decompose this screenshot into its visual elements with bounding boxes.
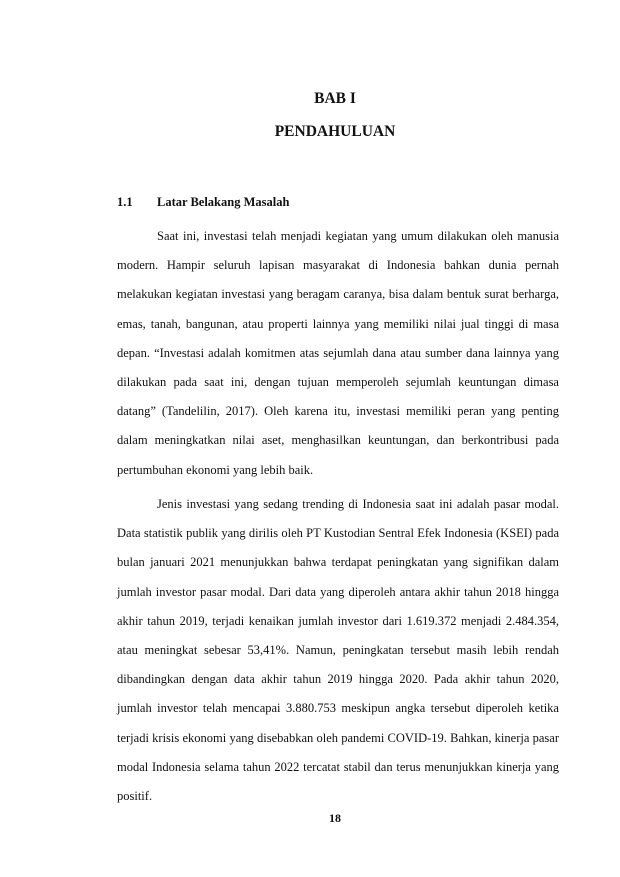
section-number: 1.1 (117, 195, 133, 209)
section-title: Latar Belakang Masalah (157, 195, 290, 209)
chapter-label: BAB I (314, 90, 356, 107)
body-paragraph: Jenis investasi yang sedang trending di Indonesia saat ini adalah pasar modal. Data statistik publik yang dirilis oleh PT Kustodian Sentral Efek Indonesia (KSEI) pada bulan januari 2021 menunjukkan bahwa terdapat peningkatan yang signifikan dalam jumlah investor pasar modal. Dari data yang diperoleh antara akhir tahun 2018 hingga akhir tahun 2019, terjadi kenaikan jumlah investor dari 1.619.372 menjadi 2.484.354, atau meningkat sebesar 53,41%. Namun, peningkatan tersebut masih lebih rendah dibandingkan dengan data akhir tahun 2019 hingga 2020. Pada akhir tahun 2020, jumlah investor telah mencapai 3.880.753 meskipun angka tersebut diperoleh ketika terjadi krisis ekonomi yang disebabkan oleh pandemi COVID-19. Bahkan, kinerja pasar modal Indonesia selama tahun 2022 tercatat stabil dan terus menunjukkan kinerja yang positif. (117, 497, 559, 804)
section-heading (117, 195, 289, 210)
chapter-title: PENDAHULUAN (274, 123, 396, 140)
body-paragraph: Saat ini, investasi telah menjadi kegiatan yang umum dilakukan oleh manusia modern. Hampir seluruh lapisan masyarakat di Indonesia bahkan dunia pernah melakukan kegiatan investasi yang beragam caranya, bisa dalam bentuk surat berharga, emas, tanah, bangunan, atau properti lainnya yang memiliki nilai jual tinggi di masa depan. “Investasi adalah komitmen atas sejumlah dana atau sumber dana lainnya yang dilakukan pada saat ini, dengan tujuan memperoleh sejumlah keuntungan dimasa datang” (Tandelilin, 2017). Oleh karena itu, investasi memiliki peran yang penting dalam meningkatkan nilai aset, menghasilkan keuntungan, dan berkontribusi pada pertumbuhan ekonomi yang lebih baik. (117, 229, 559, 477)
page-number: 18 (329, 811, 341, 825)
